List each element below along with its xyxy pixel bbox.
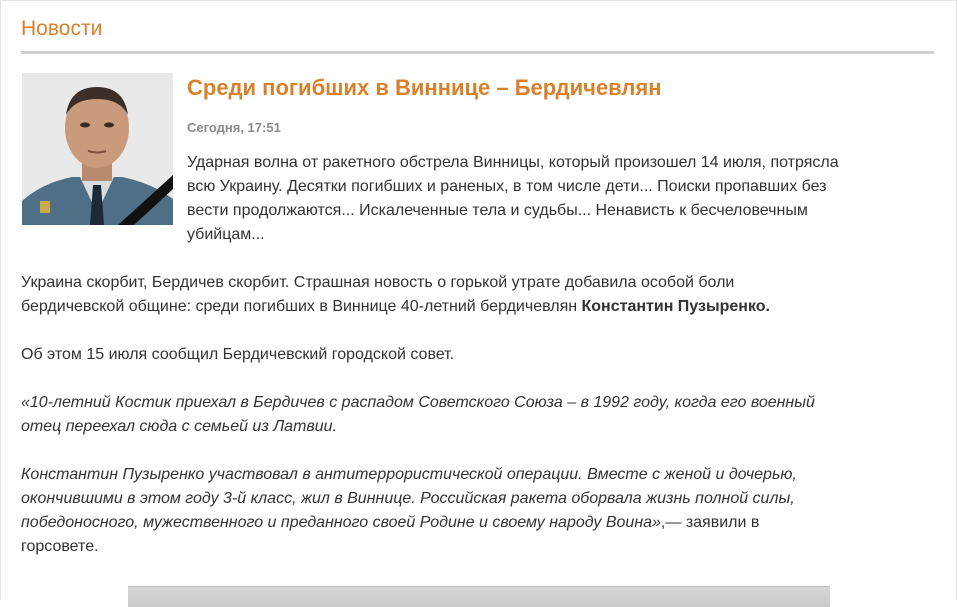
article-date: Сегодня, 17:51 [187,120,281,135]
paragraph-text: бердичевской общине: среди погибших в Виннице 40-летний бердичевлян [21,298,582,315]
article-lead [187,151,937,247]
paragraph-line: Константин Пузыренко участвовал в антитеррористической операции. Вместе с женой и дочерью, [21,466,797,483]
section-title: Новости [21,17,103,40]
paragraph-1 [21,271,937,319]
section-divider [21,51,934,54]
paragraph-line: горсовете. [21,538,99,555]
lead-line: всю Украину. Десятки погибших и раненых, в том числе дети... Поиски пропавших без [187,178,827,195]
paragraph-line [21,295,937,319]
article-image-bottom[interactable] [128,586,830,607]
person-name: Константин Пузыренко. [581,298,770,315]
quote-paragraph-2 [21,463,937,559]
quote-end-text: победоносного, мужественного и преданного своей Родине и своему народу Воина» [21,514,661,531]
lead-line: Ударная волна от ракетного обстрела Винницы, который произошел 14 июля, потрясла [187,154,839,171]
paragraph-line: «10-летний Костик приехал в Бердичев с распадом Советского Союза – в 1992 году, когда его военный [21,394,815,411]
paragraph-2 [21,343,937,367]
lead-line: убийцам... [187,226,265,243]
article-photo[interactable] [22,73,173,225]
paragraph-line: окончившими в этом году 3-й класс, жил в Виннице. Российская ракета оборвала жизнь полной силы, [21,490,795,507]
article-headline[interactable]: Среди погибших в Виннице – Бердичевлян [187,75,662,100]
paragraph-line: Об этом 15 июля сообщил Бердичевский городской совет. [21,346,455,363]
paragraph-line: Украина скорбит, Бердичев скорбит. Страшная новость о горькой утрате добавила особой боли [21,274,735,291]
lead-line: вести продолжаются... Искалеченные тела и судьбы... Ненависть к бесчеловечным [187,202,808,219]
quote-paragraph-1 [21,391,937,439]
paragraph-line: отец переехал сюда с семьей из Латвии. [21,418,337,435]
portrait-photo [22,73,173,225]
paragraph-text: ,— заявили в [660,514,760,531]
paragraph-line [21,511,937,535]
